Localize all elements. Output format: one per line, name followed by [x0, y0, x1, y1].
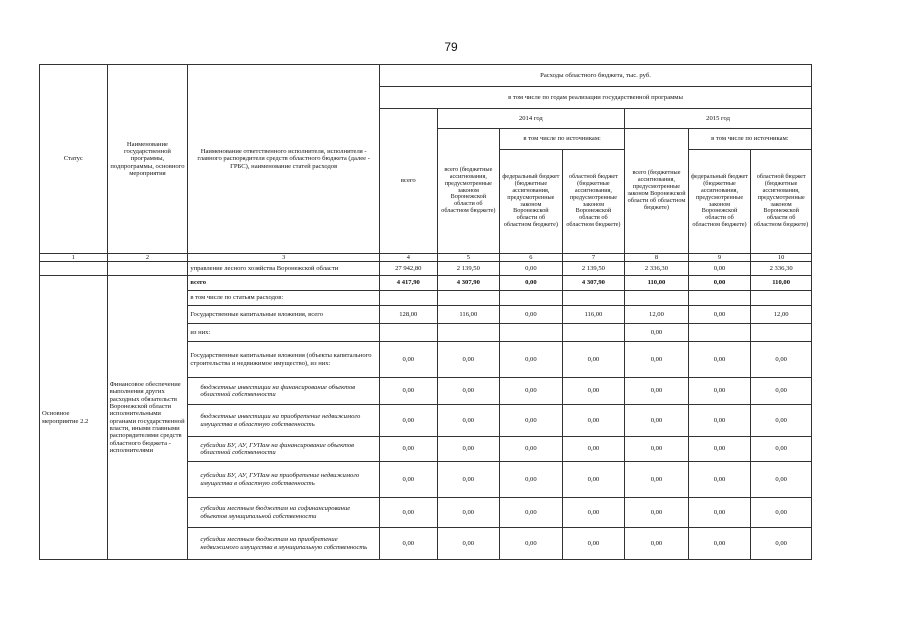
row-name: всего	[188, 276, 380, 291]
value-cell	[625, 291, 689, 306]
value-cell: 0,00	[625, 378, 689, 405]
value-cell: 0,00	[437, 342, 500, 378]
value-cell: 0,00	[380, 342, 438, 378]
value-cell: 0,00	[380, 378, 438, 405]
value-cell: 0,00	[688, 437, 751, 462]
value-cell: 0,00	[751, 528, 812, 560]
col-number: 2	[107, 254, 188, 262]
value-cell: 0,00	[500, 342, 563, 378]
value-cell: 0,00	[625, 324, 689, 342]
value-cell: 0,00	[562, 405, 625, 437]
header-2014-federal: федеральный бюджет (бюджетные ассигнования, предусмотренные законом Воронежской области об областном бюджете)	[500, 150, 563, 254]
value-cell: 0,00	[688, 528, 751, 560]
value-cell: 0,00	[437, 528, 500, 560]
value-cell: 0,00	[625, 528, 689, 560]
header-by-years: в том числе по годам реализации государственной программы	[380, 87, 812, 109]
header-year-2014: 2014 год	[437, 109, 625, 129]
value-cell: 0,00	[625, 498, 689, 528]
value-cell: 0,00	[751, 405, 812, 437]
row-name: бюджетные инвестиции на приобретение недвижимого имущества в областную собственность	[188, 405, 380, 437]
value-cell: 0,00	[751, 342, 812, 378]
value-cell: 0,00	[380, 498, 438, 528]
value-cell	[380, 324, 438, 342]
value-cell: 0,00	[625, 405, 689, 437]
col-number: 7	[562, 254, 625, 262]
row-name: Государственные капитальные вложения (объекты капитального строительства и недвижимое имущество), из них:	[188, 342, 380, 378]
value-cell: 12,00	[625, 306, 689, 324]
value-cell: 0,00	[562, 378, 625, 405]
value-cell: 0,00	[688, 306, 751, 324]
value-cell: 110,00	[625, 276, 689, 291]
program-cell: Финансовое обеспечение выполнения других расходных обязательств Воронежской области исполнительными органами государственной власти, иными главными распорядителями средств областного бюджета - исполнителями	[107, 276, 188, 560]
empty-cell	[107, 262, 188, 276]
row-name: Государственные капитальные вложения, всего	[188, 306, 380, 324]
value-cell: 12,00	[751, 306, 812, 324]
value-cell: 0,00	[437, 498, 500, 528]
value-cell: 0,00	[500, 405, 563, 437]
header-year-2015: 2015 год	[625, 109, 812, 129]
value-cell: 0,00	[500, 276, 563, 291]
value-cell: 0,00	[500, 378, 563, 405]
header-program-name: Наименование государственной программы, подпрограммы, основного мероприятия	[107, 65, 188, 254]
header-2014-regional: областной бюджет (бюджетные ассигнования, предусмотренные законом Воронежской области об областном бюджете)	[562, 150, 625, 254]
value-cell: 0,00	[437, 437, 500, 462]
value-cell: 0,00	[688, 405, 751, 437]
value-cell: 116,00	[437, 306, 500, 324]
value-cell: 0,00	[437, 462, 500, 498]
table-row	[40, 262, 812, 276]
value-cell: 2 336,30	[751, 262, 812, 276]
header-2014-total: всего (бюджетные ассигнования, предусмотренные законом Воронежской области об областном бюджете)	[437, 129, 500, 254]
value-cell: 0,00	[751, 498, 812, 528]
value-cell: 4 307,90	[562, 276, 625, 291]
value-cell: 0,00	[437, 378, 500, 405]
value-cell: 27 942,80	[380, 262, 438, 276]
value-cell: 110,00	[751, 276, 812, 291]
value-cell: 116,00	[562, 306, 625, 324]
value-cell: 2 139,50	[437, 262, 500, 276]
value-cell: 0,00	[562, 342, 625, 378]
value-cell: 0,00	[500, 498, 563, 528]
row-name: управление лесного хозяйства Воронежской области	[188, 262, 380, 276]
col-number: 5	[437, 254, 500, 262]
value-cell	[437, 291, 500, 306]
value-cell: 0,00	[380, 437, 438, 462]
value-cell: 0,00	[500, 262, 563, 276]
value-cell: 0,00	[751, 462, 812, 498]
value-cell: 4 417,90	[380, 276, 438, 291]
value-cell: 0,00	[380, 405, 438, 437]
value-cell: 0,00	[688, 498, 751, 528]
value-cell: 0,00	[562, 462, 625, 498]
value-cell: 0,00	[437, 405, 500, 437]
value-cell	[751, 324, 812, 342]
value-cell: 0,00	[688, 462, 751, 498]
row-name: субсидии БУ, АУ, ГУПам на приобретение недвижимого имущества в областную собственность	[188, 462, 380, 498]
row-name: бюджетные инвестиции на финансирование объектов областной собственности	[188, 378, 380, 405]
header-status: Статус	[40, 65, 108, 254]
value-cell	[562, 324, 625, 342]
header-2015-by-sources: в том числе по источникам:	[688, 129, 811, 150]
value-cell	[437, 324, 500, 342]
value-cell: 0,00	[380, 528, 438, 560]
header-2015-total: всего (бюджетные ассигнования, предусмотренные законом Воронежской области об областном бюджете)	[625, 129, 689, 254]
col-number: 10	[751, 254, 812, 262]
value-cell: 0,00	[562, 498, 625, 528]
page-number: 79	[444, 40, 458, 54]
value-cell: 0,00	[500, 528, 563, 560]
value-cell: 2 139,50	[562, 262, 625, 276]
value-cell	[380, 291, 438, 306]
value-cell	[688, 324, 751, 342]
header-executor-name: Наименование ответственного исполнителя, исполнителя - главного распорядителя средств областного бюджета (далее - ГРБС), наименование статей расходов	[188, 65, 380, 254]
row-name: в том числе по статьям расходов:	[188, 291, 380, 306]
value-cell	[751, 291, 812, 306]
value-cell: 0,00	[500, 306, 563, 324]
empty-cell	[40, 262, 108, 276]
value-cell: 0,00	[625, 342, 689, 378]
value-cell: 0,00	[688, 276, 751, 291]
value-cell	[688, 291, 751, 306]
row-name: субсидии местным бюджетам на приобретение недвижимого имущества в муниципальную собственность	[188, 528, 380, 560]
value-cell: 0,00	[688, 378, 751, 405]
header-2015-federal: федеральный бюджет (бюджетные ассигнования, предусмотренные законом Воронежской области об областном бюджете)	[688, 150, 751, 254]
col-number: 6	[500, 254, 563, 262]
value-cell: 0,00	[562, 528, 625, 560]
value-cell	[562, 291, 625, 306]
row-name: субсидии БУ, АУ, ГУПам на финансирование объектов областной собственности	[188, 437, 380, 462]
col-number: 3	[188, 254, 380, 262]
row-name: субсидии местным бюджетам на софинансирование объектов муниципальной собственности	[188, 498, 380, 528]
value-cell: 0,00	[380, 462, 438, 498]
value-cell: 128,00	[380, 306, 438, 324]
value-cell	[500, 324, 563, 342]
value-cell: 0,00	[625, 437, 689, 462]
value-cell: 0,00	[500, 437, 563, 462]
value-cell: 0,00	[562, 437, 625, 462]
col-number: 4	[380, 254, 438, 262]
col-number: 1	[40, 254, 108, 262]
value-cell: 0,00	[500, 462, 563, 498]
value-cell: 4 307,90	[437, 276, 500, 291]
value-cell: 0,00	[688, 262, 751, 276]
col-number: 8	[625, 254, 689, 262]
col-number: 9	[688, 254, 751, 262]
value-cell: 0,00	[751, 378, 812, 405]
budget-table	[39, 64, 812, 560]
header-expenses: Расходы областного бюджета, тыс. руб.	[380, 65, 812, 87]
value-cell	[500, 291, 563, 306]
header-total: всего	[380, 109, 438, 254]
value-cell: 2 336,30	[625, 262, 689, 276]
status-cell: Основное мероприятие 2.2	[40, 276, 108, 560]
value-cell: 0,00	[625, 462, 689, 498]
value-cell: 0,00	[688, 342, 751, 378]
row-name: из них:	[188, 324, 380, 342]
value-cell: 0,00	[751, 437, 812, 462]
header-2014-by-sources: в том числе по источникам:	[500, 129, 625, 150]
header-2015-regional: областной бюджет (бюджетные ассигнования, предусмотренные законом Воронежской области об областном бюджете)	[751, 150, 812, 254]
table-row	[40, 276, 812, 291]
